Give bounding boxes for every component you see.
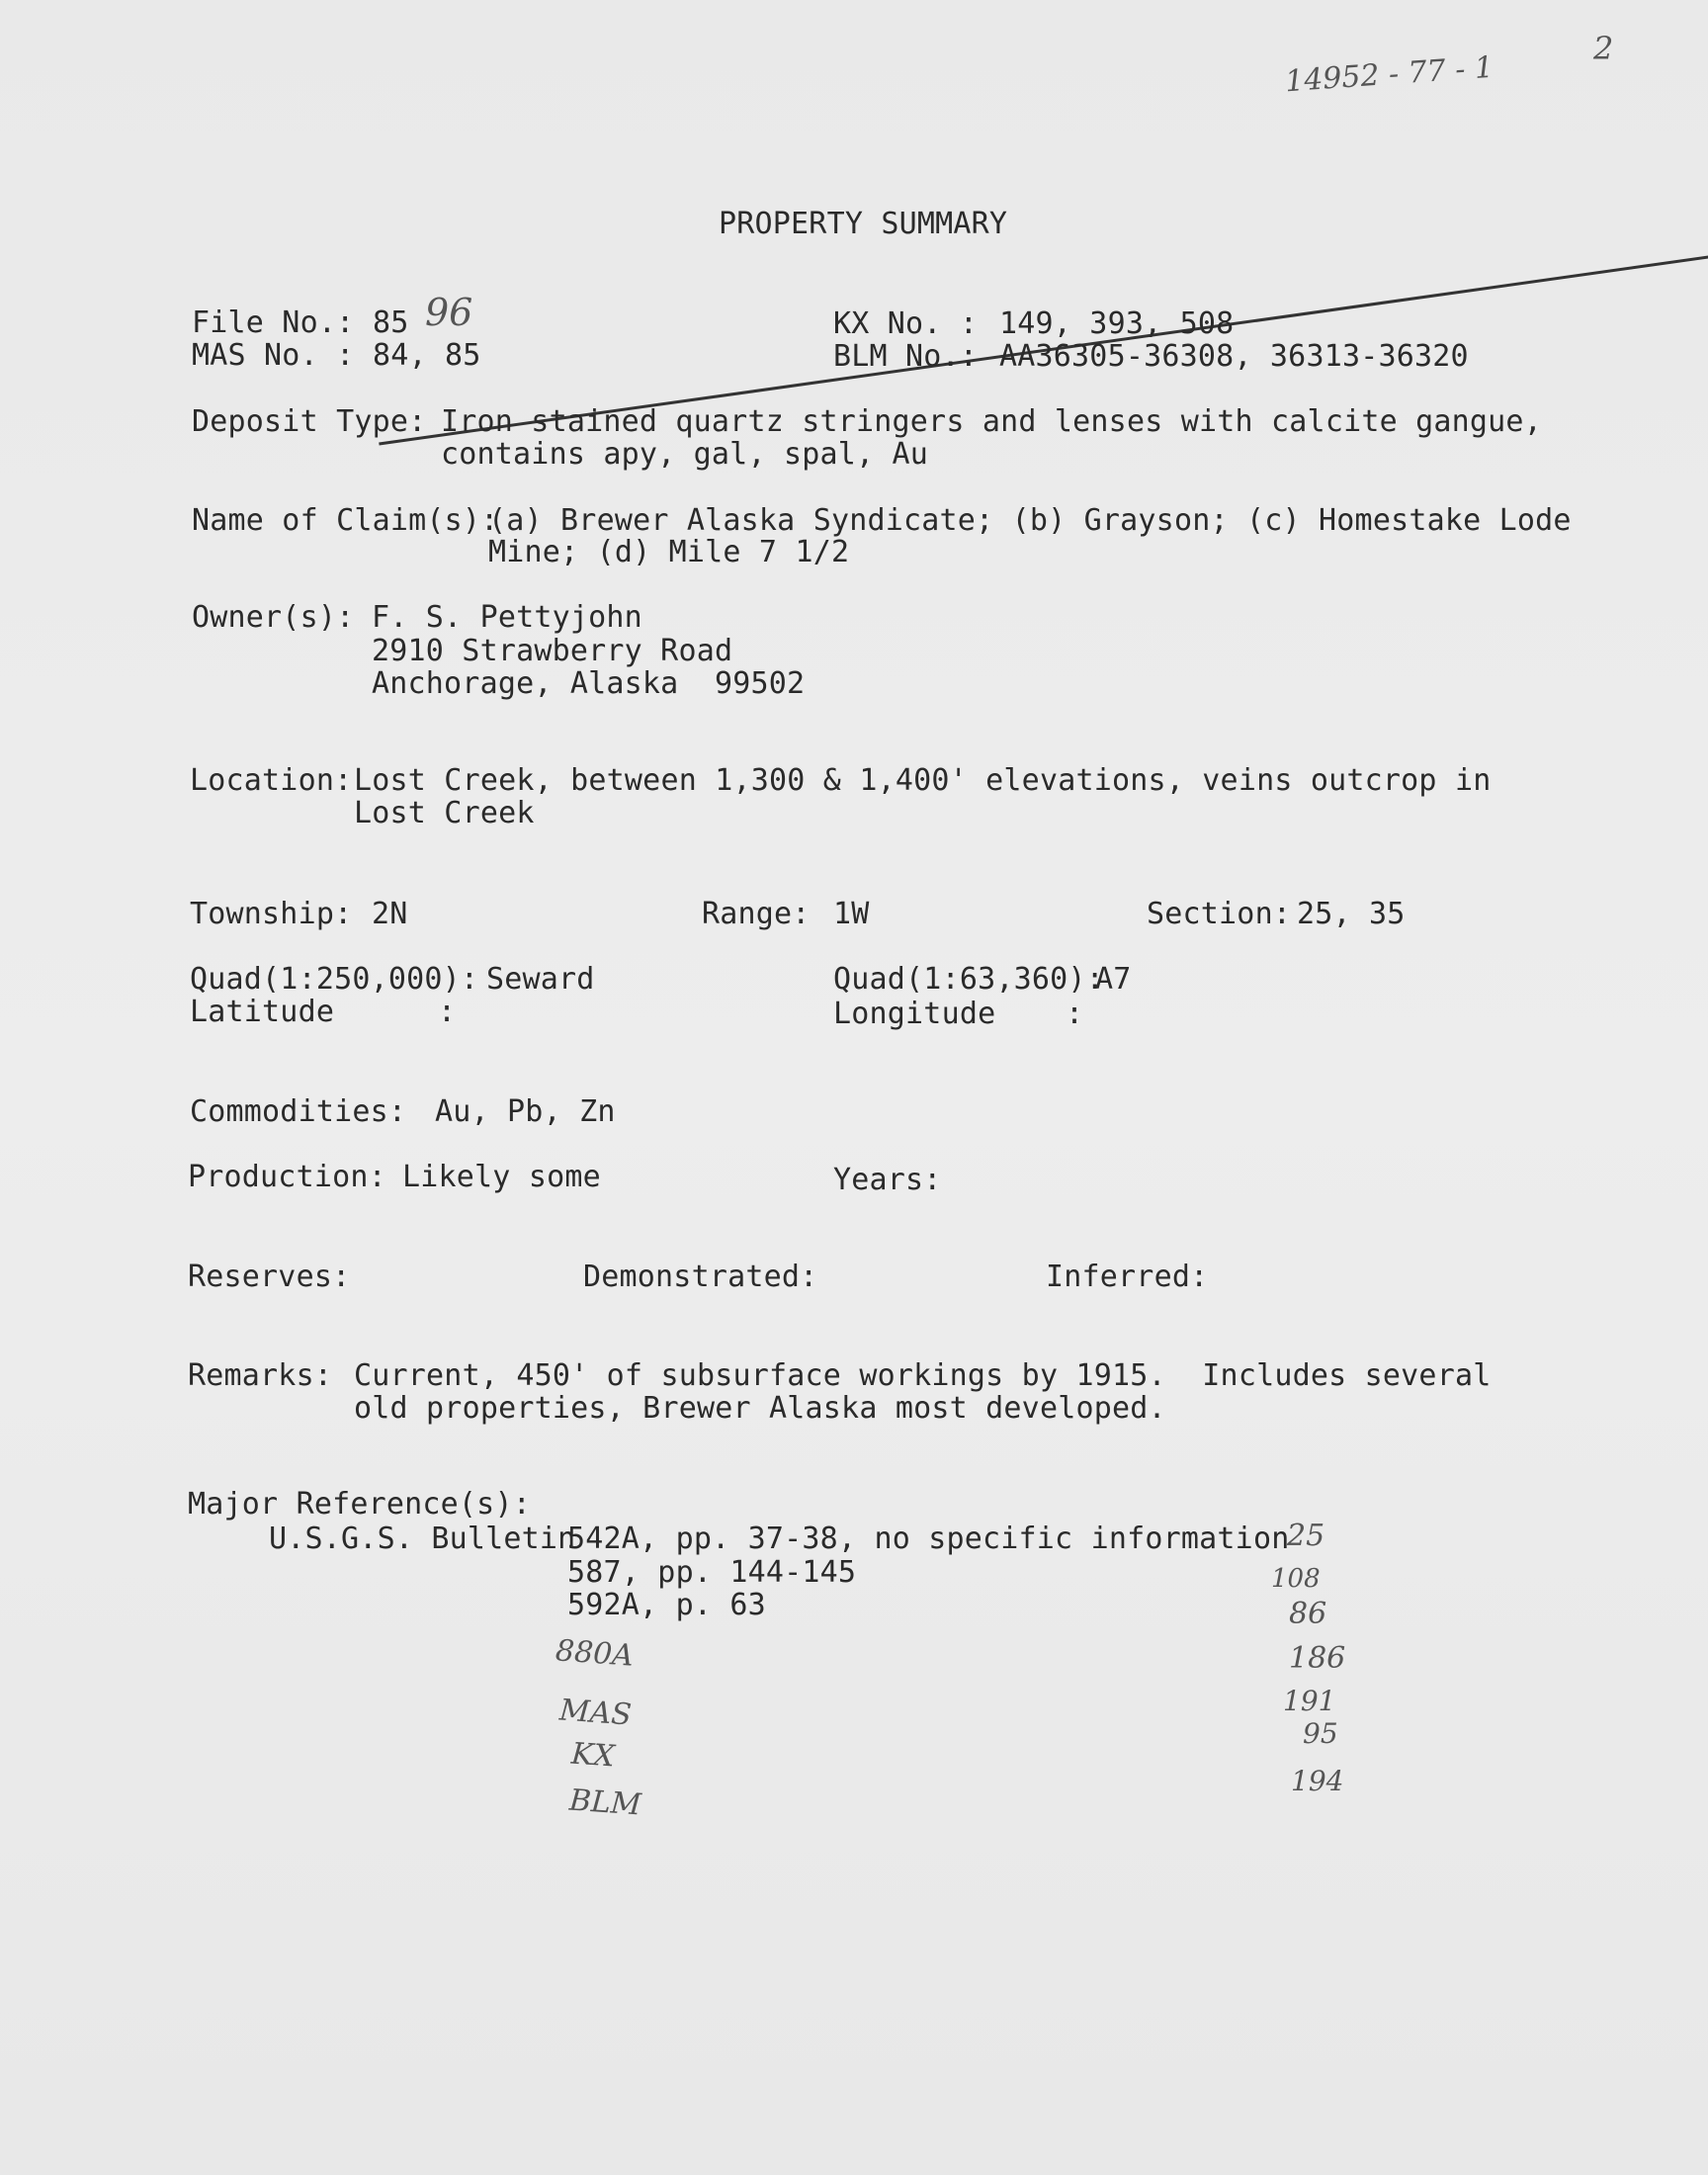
handwritten-ref: 880A xyxy=(554,1633,636,1674)
references-label: Major Reference(s): xyxy=(188,1487,531,1522)
reference-item: 592A, p. 63 xyxy=(567,1588,766,1622)
blm-value: AA36305-36308, 36313-36320 xyxy=(999,339,1469,374)
handwritten-number: 191 xyxy=(1283,1685,1336,1717)
production-value: Likely some xyxy=(402,1160,601,1194)
owner-line-1: F. S. Pettyjohn xyxy=(372,600,642,635)
owner-line-2: 2910 Strawberry Road xyxy=(372,634,733,668)
reference-item: 542A, pp. 37-38, no specific information xyxy=(567,1522,1290,1556)
production-label: Production: xyxy=(188,1160,386,1194)
claims-line-2: Mine; (d) Mile 7 1/2 xyxy=(488,535,850,569)
file-new-value: 96 xyxy=(425,291,473,334)
handwritten-number: 194 xyxy=(1291,1765,1344,1797)
claims-label: Name of Claim(s): xyxy=(192,503,499,538)
owner-label: Owner(s): xyxy=(192,600,355,635)
quad250-label: Quad(1:250,000): xyxy=(190,962,479,997)
range-value: 1W xyxy=(833,897,870,931)
claims-line-1: (a) Brewer Alaska Syndicate; (b) Grayson; (c) Homestake Lode xyxy=(488,503,1572,538)
handwritten-number: 108 xyxy=(1271,1564,1321,1594)
longitude-colon: : xyxy=(1066,997,1084,1031)
township-label: Township: xyxy=(190,897,353,931)
file-label: File No.: xyxy=(192,305,355,340)
file-old-value: 85 xyxy=(373,306,1708,340)
handwritten-ref: MAS xyxy=(557,1693,634,1733)
handwritten-number: 86 xyxy=(1289,1597,1327,1631)
handwritten-ref: KX xyxy=(569,1736,616,1775)
handwritten-number: 95 xyxy=(1303,1717,1338,1750)
remarks-label: Remarks: xyxy=(188,1358,333,1393)
quad63-value: A7 xyxy=(1095,962,1132,997)
handwritten-ref: BLM xyxy=(567,1783,642,1823)
quad63-label: Quad(1:63,360): xyxy=(833,962,1104,997)
range-label: Range: xyxy=(702,897,811,931)
mas-value: 84, 85 xyxy=(373,338,481,373)
latitude-colon: : xyxy=(438,995,457,1029)
page-mark: 2 xyxy=(1593,30,1614,67)
deposit-line-1: Iron stained quartz stringers and lenses with calcite gangue, xyxy=(441,404,1542,439)
location-label: Location: xyxy=(190,763,353,798)
mas-label: MAS No. : xyxy=(192,338,355,373)
reserves-label: Reserves: xyxy=(188,1260,351,1294)
location-line-1: Lost Creek, between 1,300 & 1,400' elevations, veins outcrop in xyxy=(354,763,1492,798)
handwritten-number: 25 xyxy=(1287,1519,1325,1553)
commodities-value: Au, Pb, Zn xyxy=(435,1094,616,1129)
commodities-label: Commodities: xyxy=(190,1094,407,1129)
remarks-line-1: Current, 450' of subsurface workings by 1915. Includes several xyxy=(354,1358,1492,1393)
corner-handwriting: 14952 - 77 - 1 xyxy=(1284,49,1495,100)
section-value: 25, 35 xyxy=(1297,897,1406,931)
deposit-label: Deposit Type: xyxy=(192,404,427,439)
references-series: U.S.G.S. Bulletin xyxy=(269,1522,576,1556)
reference-item: 587, pp. 144-145 xyxy=(567,1555,857,1590)
page-title: PROPERTY SUMMARY xyxy=(719,207,1008,241)
quad250-value: Seward xyxy=(486,962,595,997)
location-line-2: Lost Creek xyxy=(354,796,535,830)
kx-value: 149, 393, 508 xyxy=(999,306,1235,341)
owner-line-3: Anchorage, Alaska 99502 xyxy=(372,666,806,701)
kx-label: KX No. : xyxy=(833,306,979,341)
inferred-label: Inferred: xyxy=(1046,1260,1209,1294)
township-value: 2N xyxy=(372,897,408,931)
demonstrated-label: Demonstrated: xyxy=(583,1260,818,1294)
handwritten-number: 186 xyxy=(1289,1641,1346,1676)
remarks-line-2: old properties, Brewer Alaska most developed. xyxy=(354,1391,1166,1426)
latitude-label: Latitude xyxy=(190,995,335,1029)
years-label: Years: xyxy=(833,1163,942,1197)
deposit-line-2: contains apy, gal, spal, Au xyxy=(441,437,929,472)
blm-label: BLM No.: xyxy=(833,339,979,374)
section-label: Section: xyxy=(1147,897,1292,931)
longitude-label: Longitude xyxy=(833,997,996,1031)
